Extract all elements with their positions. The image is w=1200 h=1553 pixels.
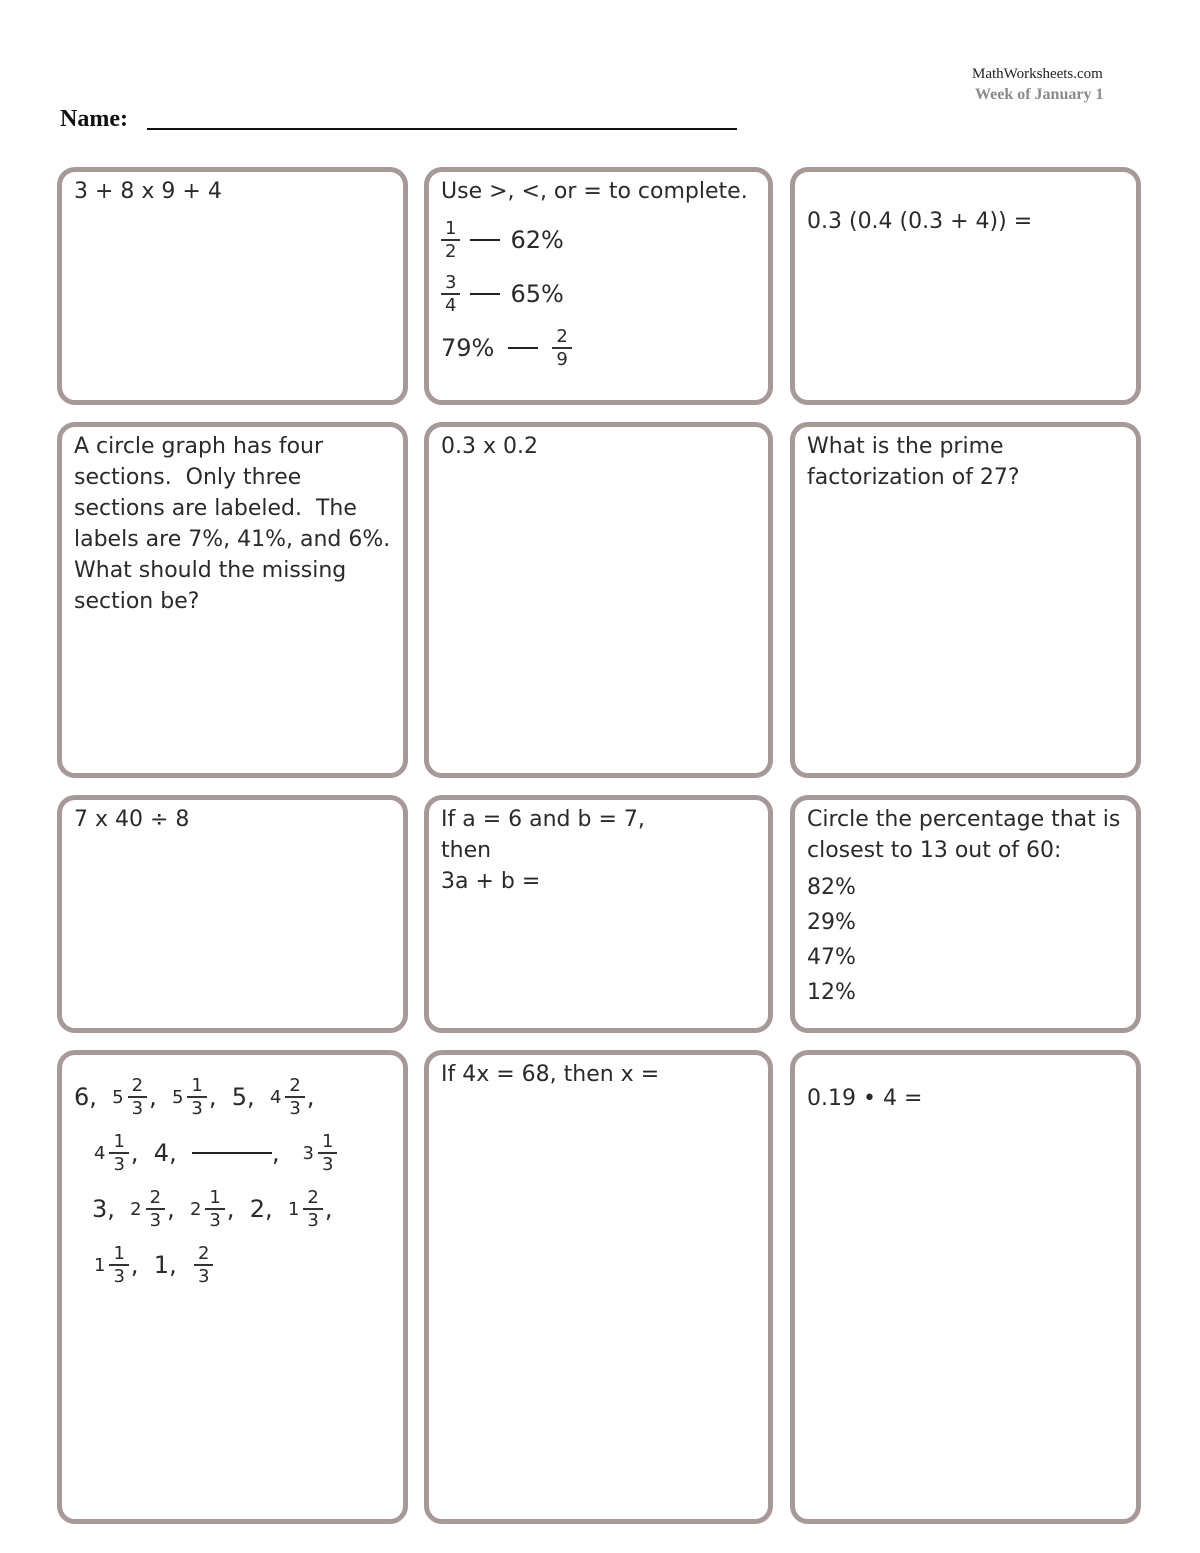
sequence-item: 5 xyxy=(231,1082,248,1111)
fraction: $\frac{2}{9}$ xyxy=(552,326,571,370)
sequence-item: 2 xyxy=(249,1194,266,1223)
problem-2-instruction: Use >, <, or = to complete. xyxy=(441,179,748,204)
sequence-item: 5 $\frac{1}{3}$ xyxy=(172,1075,209,1119)
name-label: Name: xyxy=(60,106,128,132)
comparison-row-3 xyxy=(441,321,756,375)
problem-11-text: If 4x = 68, then x = xyxy=(441,1062,660,1087)
sequence-item: 1 $\frac{1}{3}$ xyxy=(94,1243,131,1287)
problem-box-10 xyxy=(57,1050,408,1524)
name-blank-line[interactable] xyxy=(147,128,737,130)
sequence-item: 4 xyxy=(153,1138,170,1167)
comparison-row-1 xyxy=(441,213,756,267)
problem-box-1 xyxy=(57,167,408,405)
problem-box-2 xyxy=(424,167,773,405)
fraction: $\frac{3}{4}$ xyxy=(441,272,460,316)
sequence-item: 4 $\frac{1}{3}$ xyxy=(94,1131,131,1175)
answer-blank[interactable] xyxy=(508,347,538,349)
answer-option[interactable]: 12% xyxy=(807,980,856,1005)
answer-blank[interactable] xyxy=(470,239,500,241)
comparison-value: 65% xyxy=(510,279,564,308)
problem-7-text: 7 x 40 ÷ 8 xyxy=(74,807,190,832)
answer-option[interactable]: 82% xyxy=(807,875,856,900)
sequence-item: 5 $\frac{2}{3}$ xyxy=(112,1075,149,1119)
sequence-item: 2 $\frac{1}{3}$ xyxy=(190,1187,227,1231)
problem-8-line-3: 3a + b = xyxy=(441,869,541,894)
sequence-item: 3 xyxy=(92,1194,108,1223)
comparison-value: 62% xyxy=(510,225,564,254)
problem-8-line-2: then xyxy=(441,838,492,863)
site-brand: MathWorksheets.com xyxy=(972,66,1103,82)
problem-box-6 xyxy=(790,422,1141,778)
problem-4-text: A circle graph has four sections. Only three sections are labeled. The labels are 7%, 41%, and 6%. What should the missing section be? xyxy=(74,434,405,614)
problem-6-text: What is the prime factorization of 27? xyxy=(807,434,1020,490)
problem-box-4 xyxy=(57,422,408,778)
sequence-item: $\frac{2}{3}$ xyxy=(194,1243,213,1287)
comparison-value: 79% xyxy=(441,333,495,362)
answer-blank[interactable] xyxy=(192,1152,272,1154)
answer-blank[interactable] xyxy=(470,293,500,295)
problem-5-text: 0.3 x 0.2 xyxy=(441,434,538,459)
problem-1-text: 3 + 8 x 9 + 4 xyxy=(74,179,222,204)
answer-options xyxy=(807,870,1124,1010)
sequence-line-4: 1 $\frac{1}{3}$ , 1 , $\frac{2}{3}$ xyxy=(74,1237,391,1293)
problem-box-11 xyxy=(424,1050,773,1524)
fraction: $\frac{1}{2}$ xyxy=(441,218,460,262)
problem-12-text: 0.19 • 4 = xyxy=(807,1086,923,1111)
sequence-item: 4 $\frac{2}{3}$ xyxy=(270,1075,307,1119)
problem-8-line-1: If a = 6 and b = 7, xyxy=(441,807,645,832)
sequence-line-3: 3 , 2 $\frac{2}{3}$ , 2 $\frac{1}{3}$ , 2 , 1 $\frac{2}{3}$ , xyxy=(92,1187,333,1231)
problem-9-prompt: Circle the percentage that is closest to 13 out of 60: xyxy=(807,807,1121,863)
answer-option[interactable]: 29% xyxy=(807,910,856,935)
comparison-row-2 xyxy=(441,267,756,321)
sequence-item: 1 $\frac{2}{3}$ xyxy=(288,1187,325,1231)
sequence-line-1: 6 , 5 $\frac{2}{3}$ , 5 $\frac{1}{3}$ , 5 , 4 $\frac{2}{3}$ , xyxy=(74,1075,315,1119)
sequence-item: 1 xyxy=(153,1250,170,1279)
sequence-line-2: 4 $\frac{1}{3}$ , 4 , , 3 $\frac{1}{3}$ xyxy=(74,1125,391,1181)
problem-box-12 xyxy=(790,1050,1141,1524)
problem-box-9 xyxy=(790,795,1141,1033)
problem-box-5 xyxy=(424,422,773,778)
problem-box-8 xyxy=(424,795,773,1033)
sequence-item: 3 $\frac{1}{3}$ xyxy=(302,1131,339,1175)
sequence-item: 6 xyxy=(74,1082,90,1111)
week-label: Week of January 1 xyxy=(975,86,1104,103)
problem-box-3 xyxy=(790,167,1141,405)
number-sequence xyxy=(74,1069,391,1293)
sequence-item: 2 $\frac{2}{3}$ xyxy=(130,1187,167,1231)
answer-option[interactable]: 47% xyxy=(807,945,856,970)
problem-3-text: 0.3 (0.4 (0.3 + 4)) = xyxy=(807,209,1033,234)
problem-box-7 xyxy=(57,795,408,1033)
